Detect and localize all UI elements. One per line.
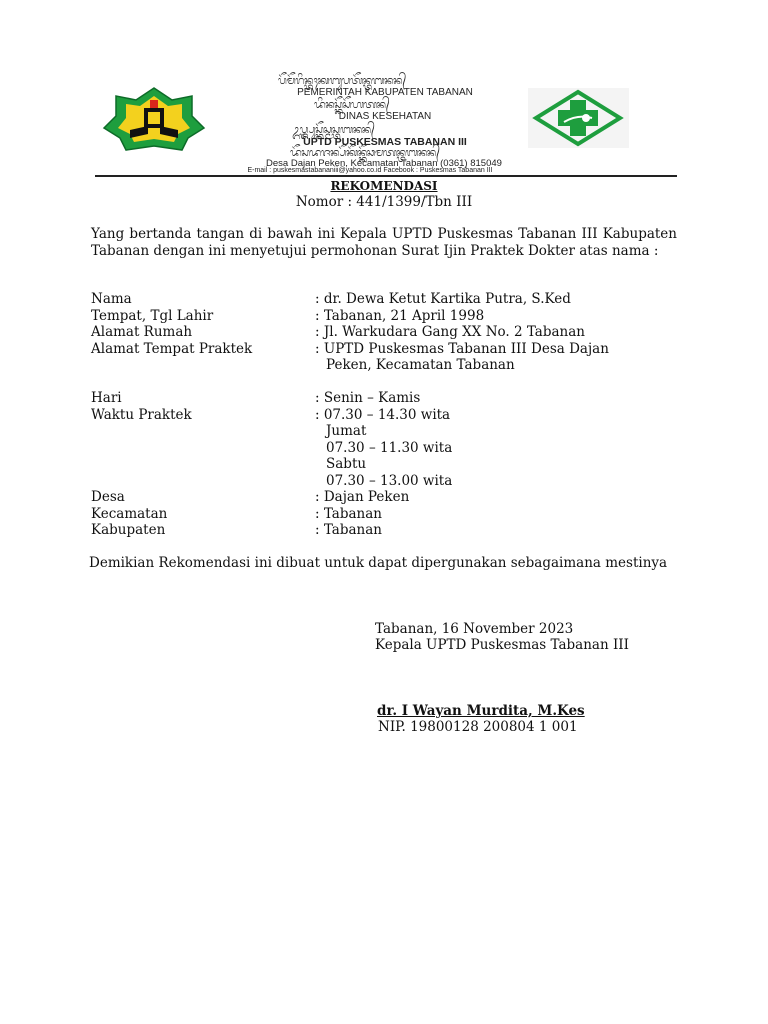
schedule-day: Jumat bbox=[326, 423, 367, 439]
org-line-government: PEMERINTAH KABUPATEN TABANAN bbox=[297, 87, 473, 98]
org-line-department: DINAS KESEHATAN bbox=[338, 111, 432, 122]
field-value: : 07.30 – 14.30 wita bbox=[315, 407, 451, 423]
signature-position: Kepala UPTD Puskesmas Tabanan III bbox=[375, 637, 629, 653]
closing-paragraph: Demikian Rekomendasi ini dibuat untuk dapat dipergunakan sebagaimana mestinya bbox=[89, 555, 668, 571]
schedule-time: 07.30 – 11.30 wita bbox=[326, 440, 453, 456]
field-label: Kabupaten bbox=[91, 522, 166, 538]
field-value: : dr. Dewa Ketut Kartika Putra, S.Ked bbox=[315, 291, 571, 307]
schedule-time: 07.30 – 13.00 wita bbox=[326, 473, 453, 489]
signatory-nip: NIP. 19800128 200804 1 001 bbox=[378, 719, 578, 735]
field-value: : Tabanan bbox=[315, 522, 382, 538]
field-label: Kecamatan bbox=[91, 506, 168, 522]
balinese-script-line-1: ᬧᭂᬫᭂᬭᬶᬦ᭄ᬢᬄᬓᬩᬸᬧᬢᭂᬦ᭄ᬢᬩᬦᬦ᭄ bbox=[278, 74, 406, 87]
balinese-script-line-2: ᬤᬶᬦᬲ᭄ᬓᭂᬲᭂᬳᬢᬦ᭄ bbox=[314, 98, 390, 111]
intro-paragraph: Yang bertanda tangan di bawah ini Kepala UPTD Puskesmas Tabanan III Kabupaten Tabanan dengan ini menyetujui permohonan Surat Ijin Praktek Dokter atas nama : bbox=[91, 226, 677, 259]
balinese-script-line-3: ᬉᬧ᭄ᬢ᭄ᬤ᭄ᬧᬸᬲ᭄ᬓᭂᬲ᭄ᬫᬲ᭄ᬢᬩᬦᬦ᭄ bbox=[292, 123, 375, 136]
field-label: Waktu Praktek bbox=[91, 407, 192, 423]
balinese-script-line-4: ᬤᭂᬲᬤᬚᬦ᭄ᬧᭂᬓᭂᬦ᭄ᬓᭂᬘᬫᬢᬦ᭄ᬢᬩᬦᬦ᭄ bbox=[290, 146, 440, 159]
field-label: Tempat, Tgl Lahir bbox=[91, 308, 214, 324]
field-value-continued: Peken, Kecamatan Tabanan bbox=[326, 357, 515, 373]
field-label: Desa bbox=[91, 489, 125, 505]
document-title: REKOMENDASI bbox=[330, 179, 438, 193]
schedule-day: Sabtu bbox=[326, 456, 367, 472]
field-label: Nama bbox=[91, 291, 132, 307]
tabanan-regency-emblem-icon bbox=[100, 86, 208, 152]
document-number: Nomor : 441/1399/Tbn III bbox=[295, 194, 473, 210]
field-value: : Dajan Peken bbox=[315, 489, 410, 505]
letterhead-address: Desa Dajan Peken, Kecamatan Tabanan (0361) 815049 bbox=[266, 158, 502, 169]
field-value: : Tabanan, 21 April 1998 bbox=[315, 308, 485, 324]
org-line-puskesmas: UPTD PUSKESMAS TABANAN III bbox=[303, 136, 467, 148]
field-label: Alamat Rumah bbox=[91, 324, 193, 340]
field-value: : UPTD Puskesmas Tabanan III Desa Dajan bbox=[315, 341, 609, 357]
field-label: Hari bbox=[91, 390, 122, 406]
field-value: : Jl. Warkudara Gang XX No. 2 Tabanan bbox=[315, 324, 585, 340]
signature-place-date: Tabanan, 16 November 2023 bbox=[375, 621, 574, 637]
signatory-name: dr. I Wayan Murdita, M.Kes bbox=[377, 703, 585, 719]
field-label: Alamat Tempat Praktek bbox=[91, 341, 253, 357]
puskesmas-logo-icon bbox=[528, 88, 629, 148]
letterhead-contact: E-mail : puskesmastabananiii@yahoo.co.id Facebook : Puskesmas Tabanan III bbox=[247, 167, 493, 174]
letterhead-divider bbox=[95, 175, 677, 177]
field-value: : Senin – Kamis bbox=[315, 390, 421, 406]
field-value: : Tabanan bbox=[315, 506, 382, 522]
